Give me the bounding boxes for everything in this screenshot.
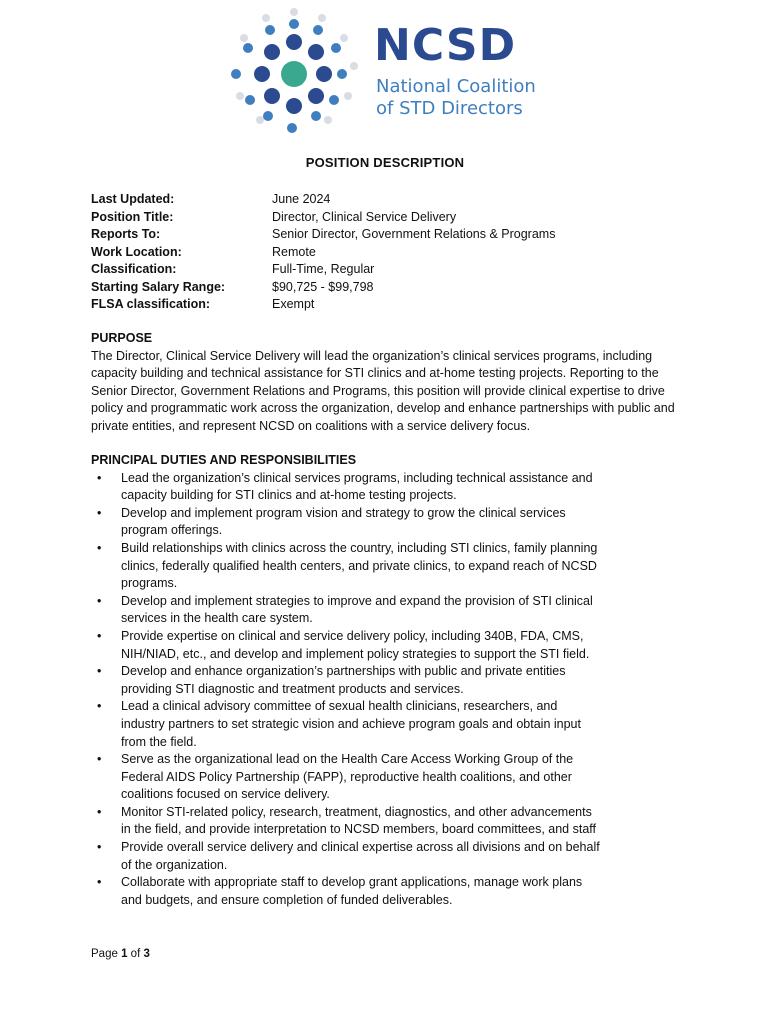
duty-text: Develop and implement strategies to improve and expand the provision of STI clinical services in the health care system. (121, 593, 593, 626)
meta-label: FLSA classification: (91, 297, 211, 311)
logo-subtitle-line1: National Coalition (376, 76, 536, 97)
duty-text: Develop and enhance organization’s partnerships with public and private entities providing STI diagnostic and treatment products and services. (121, 664, 566, 696)
list-item (91, 698, 601, 751)
list-item (91, 505, 601, 540)
logo-subtitle-line2: of STD Directors (376, 98, 523, 119)
meta-value: $90,725 - $99,798 (272, 279, 374, 294)
meta-label: Reports To: (91, 227, 161, 241)
meta-value: Remote (272, 244, 316, 259)
meta-label: Work Location: (91, 244, 182, 259)
bullet-icon: • (97, 699, 102, 714)
duties-heading: PRINCIPAL DUTIES AND RESPONSIBILITIES (91, 453, 357, 467)
list-item (91, 751, 601, 804)
ncsd-logo-mark-icon (226, 8, 362, 136)
bullet-icon: • (97, 840, 102, 855)
meta-label: Last Updated: (91, 192, 175, 206)
page-current: 1 (121, 948, 128, 960)
bullet-icon: • (97, 752, 102, 767)
duty-text: Lead a clinical advisory committee of sexual health clinicians, researchers, and industry partners to set strategic vision and achieve program goals and obtain input from the field. (121, 699, 581, 749)
list-item (91, 628, 601, 663)
logo-name: NCSD (374, 20, 517, 71)
ncsd-logo (226, 8, 556, 136)
meta-label: Starting Salary Range: (91, 279, 226, 294)
bullet-icon: • (97, 593, 102, 608)
meta-label: Classification: (91, 262, 177, 276)
document-title: POSITION DESCRIPTION (305, 155, 465, 170)
meta-row-reports-to (91, 226, 555, 244)
bullet-icon: • (97, 628, 102, 643)
bullet-icon: • (97, 664, 102, 679)
meta-row-position-title (91, 209, 555, 227)
list-item (91, 470, 601, 505)
duty-text: Provide overall service delivery and clinical expertise across all divisions and on behalf of the organization. (121, 840, 600, 872)
list-item (91, 839, 601, 874)
bullet-icon: • (97, 804, 102, 819)
duty-text: Develop and implement program vision and strategy to grow the clinical services program offerings. (121, 505, 566, 538)
meta-value: Exempt (272, 297, 315, 311)
duty-text: Build relationships with clinics across the country, including STI clinics, family planning clinics, federally qualified health centers, and private clinics, to expand reach of NCSD programs. (121, 540, 598, 591)
list-item (91, 804, 601, 839)
duty-text: Provide expertise on clinical and service delivery policy, including 340B, FDA, CMS, NIH/NIAD, etc., and develop and implement policy strategies to support the STI field. (121, 628, 590, 661)
page-word: Page (91, 948, 118, 960)
purpose-section (91, 330, 681, 436)
meta-value: Senior Director, Government Relations & Programs (272, 227, 556, 241)
position-meta-table (91, 191, 555, 314)
list-item (91, 874, 601, 909)
bullet-icon: • (97, 875, 102, 890)
meta-value: June 2024 (272, 192, 331, 206)
bullet-icon: • (97, 540, 102, 555)
purpose-text: The Director, Clinical Service Delivery will lead the organization’s clinical services programs, including capacity building and technical assistance for STI clinics and at-home testing projects. Reporting to the Senior Director, Government Relations and Programs, this position will provide clinical expertise to drive policy and programmatic work across the organization, develop and enhance partnerships with public and private entities, and represent NCSD on coalitions with a service delivery focus. (91, 348, 675, 433)
bullet-icon: • (97, 470, 102, 485)
duty-text: Lead the organization’s clinical services programs, including technical assistance and capacity building for STI clinics and at-home testing projects. (121, 470, 593, 503)
meta-row-salary-range (91, 279, 555, 297)
list-item (91, 593, 601, 628)
page-total: 3 (143, 948, 150, 960)
duties-list (91, 470, 681, 910)
of-word: of (130, 948, 141, 960)
meta-row-flsa (91, 296, 555, 314)
duties-section (91, 452, 681, 909)
bullet-icon: • (97, 505, 102, 520)
duty-text: Serve as the organizational lead on the Health Care Access Working Group of the Federal AIDS Policy Partnership (FAPP), reproductive health coalitions, and other coalitions focused on service delivery. (121, 752, 574, 802)
list-item (91, 540, 601, 593)
meta-row-work-location (91, 244, 555, 262)
meta-row-classification (91, 261, 555, 279)
duty-text: Collaborate with appropriate staff to develop grant applications, manage work plans and budgets, and ensure completion of funded deliverables. (121, 875, 583, 907)
list-item (91, 663, 601, 698)
meta-label: Position Title: (91, 209, 174, 224)
meta-row-last-updated (91, 191, 555, 209)
purpose-heading: PURPOSE (91, 331, 153, 345)
page-number-footer (91, 948, 150, 960)
logo-subtitle (376, 76, 536, 120)
duty-text: Monitor STI-related policy, research, treatment, diagnostics, and other advancements in the field, and provide interpretation to NCSD members, board committees, and staff (121, 804, 597, 837)
meta-value: Director, Clinical Service Delivery (272, 209, 457, 224)
meta-value: Full-Time, Regular (272, 262, 375, 276)
